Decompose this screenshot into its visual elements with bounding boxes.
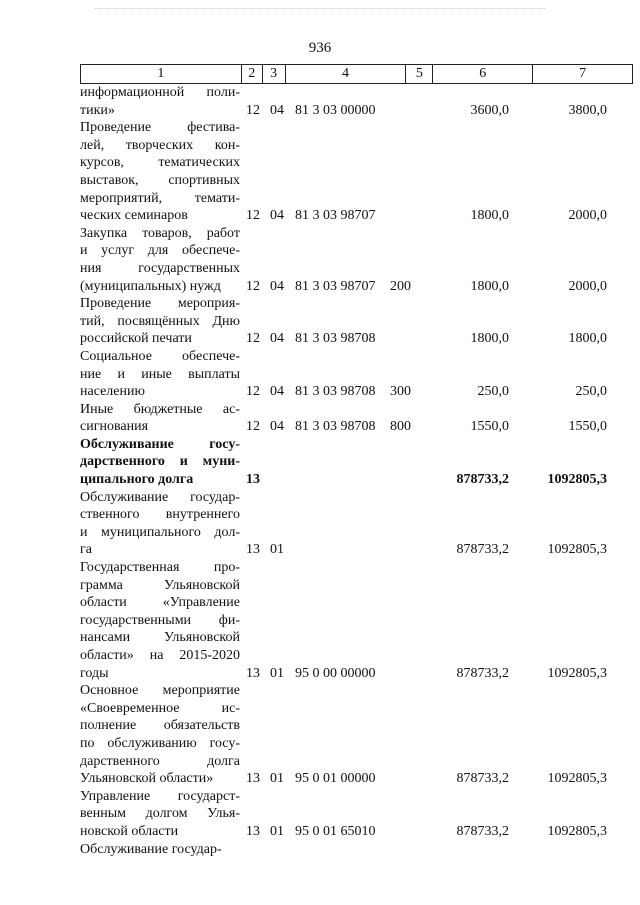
cell-c4: 81 3 03 98707 bbox=[295, 208, 376, 224]
cell-c7: 1800,0 bbox=[568, 331, 607, 347]
cell-c7: 1550,0 bbox=[568, 419, 607, 435]
cell-c3: 04 bbox=[270, 102, 284, 118]
description-line: дарственного долга bbox=[80, 753, 240, 769]
cell-c6: 3600,0 bbox=[470, 102, 509, 118]
cell-c3: 04 bbox=[270, 278, 284, 294]
table-row bbox=[80, 841, 633, 859]
cell-c4: 95 0 01 00000 bbox=[295, 771, 376, 787]
description-line: Проведение фестива- bbox=[80, 120, 240, 136]
cell-c4: 81 3 03 98707 bbox=[295, 278, 376, 294]
header-col-5: 5 bbox=[405, 64, 433, 84]
cell-c7: 1092805,3 bbox=[547, 771, 607, 787]
description-line: лей, творческих кон- bbox=[80, 137, 240, 153]
cell-c2: 12 bbox=[246, 102, 260, 118]
cell-c3: 01 bbox=[270, 823, 284, 839]
cell-c4: 81 3 03 98708 bbox=[295, 331, 376, 347]
cell-c4: 81 3 03 98708 bbox=[295, 419, 376, 435]
cell-c2: 12 bbox=[246, 208, 260, 224]
description-line: Государственная про- bbox=[80, 560, 240, 576]
cell-c3: 04 bbox=[270, 208, 284, 224]
cell-c7: 2000,0 bbox=[568, 208, 607, 224]
description-line: Ульяновской области» bbox=[80, 771, 214, 787]
description-line: дарственного и муни- bbox=[80, 454, 240, 470]
cell-c4: 95 0 00 00000 bbox=[295, 665, 376, 681]
table-row bbox=[80, 348, 633, 401]
cell-c2: 13 bbox=[246, 771, 260, 787]
description-line: государственными фи- bbox=[80, 612, 240, 628]
cell-c3: 04 bbox=[270, 331, 284, 347]
cell-c4: 81 3 03 00000 bbox=[295, 102, 376, 118]
cell-c7: 1092805,3 bbox=[547, 472, 607, 488]
cell-c6: 1800,0 bbox=[470, 331, 509, 347]
description-line: Обслуживание государ- bbox=[80, 489, 240, 505]
description-line: нансами Ульяновской bbox=[80, 630, 240, 646]
description-line: ципального долга bbox=[80, 472, 194, 488]
cell-c6: 878733,2 bbox=[456, 472, 509, 488]
cell-c5: 800 bbox=[390, 419, 411, 435]
table-row bbox=[80, 119, 633, 225]
cell-c2: 13 bbox=[246, 665, 260, 681]
table-row bbox=[80, 559, 633, 682]
cell-c6: 1550,0 bbox=[470, 419, 509, 435]
cell-c2: 13 bbox=[246, 542, 260, 558]
description-line: Проведение мероприя- bbox=[80, 296, 240, 312]
description-line: области» на 2015-2020 bbox=[80, 648, 240, 663]
cell-c3: 01 bbox=[270, 771, 284, 787]
header-col-6: 6 bbox=[432, 64, 533, 84]
description-line: грамма Ульяновской bbox=[80, 577, 240, 593]
cell-c6: 250,0 bbox=[477, 384, 509, 400]
cell-c7: 1092805,3 bbox=[547, 665, 607, 681]
scan-top-mark bbox=[95, 8, 545, 11]
header-col-4: 4 bbox=[285, 64, 407, 84]
description-line: и услуг для обеспече- bbox=[80, 243, 240, 259]
cell-c2: 13 bbox=[246, 472, 260, 488]
cell-c6: 878733,2 bbox=[456, 665, 509, 681]
cell-c2: 12 bbox=[246, 278, 260, 294]
description-line: полнение обязательств bbox=[80, 718, 240, 734]
description-line: по обслуживанию госу- bbox=[80, 735, 240, 751]
description-line: курсов, тематических bbox=[80, 155, 240, 171]
description-line: мероприятий, темати- bbox=[80, 190, 240, 206]
cell-c6: 1800,0 bbox=[470, 278, 509, 294]
description-line: Управление государст- bbox=[80, 788, 240, 804]
description-line: ственного внутреннего bbox=[80, 507, 240, 523]
cell-c4: 81 3 03 98708 bbox=[295, 384, 376, 400]
description-line: венным долгом Улья- bbox=[80, 806, 240, 822]
description-line: Основное мероприятие bbox=[80, 683, 240, 699]
cell-c5: 200 bbox=[390, 278, 411, 294]
description-line: (муниципальных) нужд bbox=[80, 278, 221, 294]
cell-c3: 04 bbox=[270, 419, 284, 435]
table-row bbox=[80, 84, 633, 119]
header-col-3: 3 bbox=[262, 64, 286, 84]
cell-c7: 2000,0 bbox=[568, 278, 607, 294]
page-number: 936 bbox=[308, 40, 332, 56]
cell-c7: 3800,0 bbox=[568, 102, 607, 118]
description-line: населению bbox=[80, 384, 145, 400]
description-line: ческих семинаров bbox=[80, 208, 188, 224]
description-line: области «Управление bbox=[80, 595, 240, 611]
description-line: информационной поли- bbox=[80, 85, 240, 100]
description-line: Иные бюджетные ас- bbox=[80, 401, 240, 417]
description-line: «Своевременное ис- bbox=[80, 700, 240, 716]
table-row bbox=[80, 788, 633, 841]
description-line: Обслуживание госу- bbox=[80, 436, 240, 452]
cell-c6: 1800,0 bbox=[470, 208, 509, 224]
cell-c3: 04 bbox=[270, 384, 284, 400]
header-col-7: 7 bbox=[532, 64, 633, 84]
cell-c2: 13 bbox=[246, 823, 260, 839]
description-line: тики» bbox=[80, 102, 115, 118]
description-line: Социальное обеспече- bbox=[80, 348, 240, 364]
description-line: тий, посвящённых Дню bbox=[80, 313, 240, 329]
cell-c3: 01 bbox=[270, 542, 284, 558]
cell-c7: 250,0 bbox=[575, 384, 607, 400]
description-line: и муниципального дол- bbox=[80, 524, 240, 540]
cell-c3: 01 bbox=[270, 665, 284, 681]
cell-c2: 12 bbox=[246, 419, 260, 435]
table-row bbox=[80, 436, 633, 489]
cell-c2: 12 bbox=[246, 331, 260, 347]
header-col-2: 2 bbox=[241, 64, 263, 84]
description-line: российской печати bbox=[80, 331, 192, 347]
table-row bbox=[80, 489, 633, 559]
description-line: новской области bbox=[80, 823, 179, 839]
cell-c5: 300 bbox=[390, 384, 411, 400]
description-line: сигнования bbox=[80, 419, 149, 435]
description-line: га bbox=[80, 542, 92, 558]
cell-c7: 1092805,3 bbox=[547, 542, 607, 558]
description-line: выставок, спортивных bbox=[80, 172, 240, 188]
description-line: ние и иные выплаты bbox=[80, 366, 240, 382]
description-line: Закупка товаров, работ bbox=[80, 225, 240, 241]
table-row bbox=[80, 225, 633, 295]
description-line: ния государственных bbox=[80, 260, 240, 276]
cell-c6: 878733,2 bbox=[456, 823, 509, 839]
header-col-1: 1 bbox=[80, 64, 242, 84]
table-body bbox=[80, 84, 633, 858]
table-row bbox=[80, 401, 633, 436]
cell-c7: 1092805,3 bbox=[547, 823, 607, 839]
description-line: годы bbox=[80, 665, 109, 681]
cell-c2: 12 bbox=[246, 384, 260, 400]
description-line: Обслуживание государ- bbox=[80, 841, 222, 857]
cell-c6: 878733,2 bbox=[456, 771, 509, 787]
table-row bbox=[80, 682, 633, 788]
table-row bbox=[80, 295, 633, 348]
cell-c6: 878733,2 bbox=[456, 542, 509, 558]
table-header bbox=[80, 64, 633, 84]
cell-c4: 95 0 01 65010 bbox=[295, 823, 376, 839]
